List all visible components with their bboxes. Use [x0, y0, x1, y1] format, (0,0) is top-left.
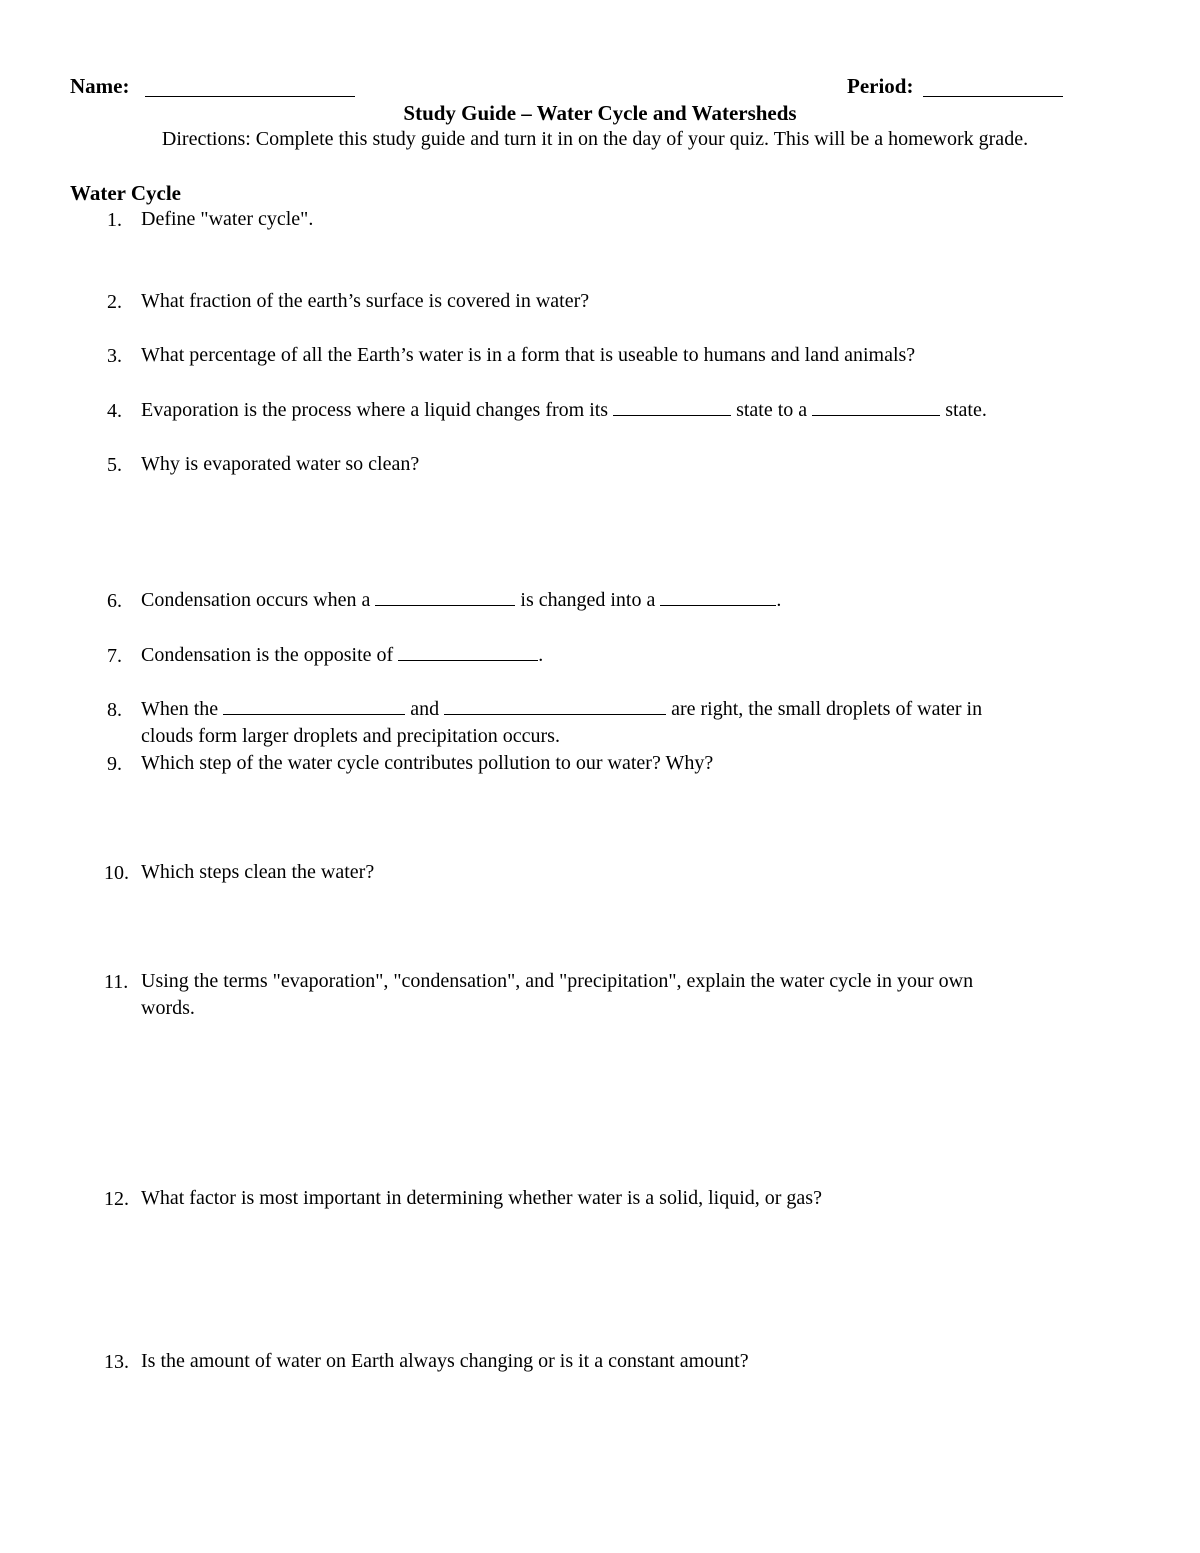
question-number: 9.: [107, 753, 122, 775]
question-9-text: Which step of the water cycle contributes pollution to our water? Why?: [141, 752, 714, 774]
question-1-text: Define "water cycle".: [141, 208, 314, 230]
question-number: 1.: [107, 209, 122, 231]
question-number: 5.: [107, 454, 122, 476]
question-number: 2.: [107, 291, 122, 313]
question-number: 11.: [104, 971, 129, 993]
directions-text: Directions: Complete this study guide and turn it in on the day of your quiz. This will be a homework grade.: [161, 128, 1029, 150]
question-7-part2: .: [538, 644, 544, 666]
question-8-part1: When the: [141, 698, 219, 720]
question-13-text: Is the amount of water on Earth always changing or is it a constant amount?: [141, 1350, 749, 1372]
name-blank[interactable]: [145, 78, 355, 97]
question-8-part2: and: [410, 698, 440, 720]
question-10-text: Which steps clean the water?: [141, 861, 375, 883]
question-number: 7.: [107, 645, 122, 667]
question-8-blank-2[interactable]: [444, 696, 666, 715]
question-2-text: What fraction of the earth’s surface is covered in water?: [141, 290, 590, 312]
question-6-text: [141, 587, 781, 614]
question-number: 4.: [107, 400, 122, 422]
question-number: 12.: [104, 1188, 129, 1210]
question-7-text: [141, 642, 543, 669]
question-6-part1: Condensation occurs when a: [141, 589, 371, 611]
question-4-part3: state.: [945, 399, 987, 421]
question-12-text: What factor is most important in determining whether water is a solid, liquid, or gas?: [141, 1187, 822, 1209]
question-8-text: [141, 696, 982, 723]
question-number: 8.: [107, 699, 122, 721]
question-number: 6.: [107, 590, 122, 612]
page-title: Study Guide – Water Cycle and Watersheds: [403, 101, 797, 125]
question-3-text: What percentage of all the Earth’s water is in a form that is useable to humans and land animals?: [141, 344, 916, 366]
period-label: Period:: [847, 74, 914, 98]
question-7-part1: Condensation is the opposite of: [141, 644, 394, 666]
question-8-part3: are right, the small droplets of water in: [671, 698, 983, 720]
question-number: 10.: [104, 862, 129, 884]
name-label: Name:: [70, 74, 130, 98]
question-6-blank-2[interactable]: [660, 587, 776, 606]
question-number: 13.: [104, 1351, 129, 1373]
question-8-blank-1[interactable]: [223, 696, 405, 715]
question-7-blank[interactable]: [398, 642, 538, 661]
question-4-blank-1[interactable]: [613, 397, 731, 416]
section-heading: Water Cycle: [70, 181, 181, 205]
question-4-text: [141, 397, 987, 424]
period-blank[interactable]: [923, 78, 1063, 97]
question-6-blank-1[interactable]: [375, 587, 515, 606]
question-number: 3.: [107, 345, 122, 367]
question-5-text: Why is evaporated water so clean?: [141, 453, 420, 475]
question-4-part1: Evaporation is the process where a liquid changes from its: [141, 399, 609, 421]
question-6-part2: is changed into a: [520, 589, 656, 611]
question-8-line2: clouds form larger droplets and precipitation occurs.: [141, 725, 560, 747]
question-11-line1: Using the terms "evaporation", "condensation", and "precipitation", explain the water cycle in your own: [141, 970, 974, 992]
question-4-blank-2[interactable]: [812, 397, 940, 416]
question-6-part3: .: [776, 589, 782, 611]
question-11-line2: words.: [141, 997, 195, 1019]
question-4-part2: state to a: [736, 399, 808, 421]
